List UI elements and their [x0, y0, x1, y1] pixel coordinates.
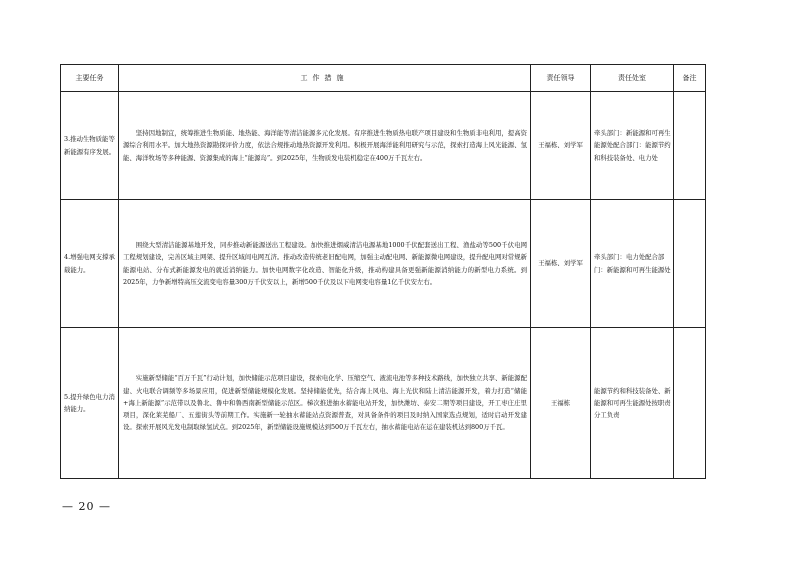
measure-cell — [119, 200, 531, 328]
measure-text: 实施新型储能“百万千瓦”行动计划，加快储能示范项目建设，探索电化学、压缩空气、液流电池等多种技术路线，加快独立共享、新能源配建、火电联合调频等多场景应用，促进新型储能规模化发展。坚持储能优先，结合海上风电、海上光伏和陆上清洁能源开发，着力打造“储能+海上新能源”示范带以及鲁北、鲁中和鲁西南新型储能示范区。梯次推进抽水蓄能电站开发，加快潍坊、泰安二期等项目建设，开工枣庄庄里项目，深化莱芜船厂、五莲街头等前期工作。实施新一轮抽水蓄能站点资源普查，对具备条件的项目及时纳入国家选点规划，适时启动开发建设。探索开展风光发电制取绿氢试点。到2025年，新型储能设施规模达到500万千瓦左右，抽水蓄能电站在运在建装机达到800万千瓦。 — [123, 374, 527, 432]
leader-cell: 王福栋 — [531, 328, 591, 479]
note-cell — [674, 328, 706, 479]
task-cell: 4.增强电网支撑承载能力。 — [61, 200, 119, 328]
leader-cell: 王福栋、刘学军 — [531, 92, 591, 200]
table-row — [61, 92, 706, 200]
col-note: 备注 — [674, 65, 706, 92]
leader-cell: 王福栋、刘学军 — [531, 200, 591, 328]
task-cell: 5.提升绿色电力消纳能力。 — [61, 328, 119, 479]
office-cell: 牵头部门：新能源和可再生能源处配合部门：能源节约和科技装备处、电力处 — [591, 92, 674, 200]
task-cell: 3.推动生物质能等新能源有序发展。 — [61, 92, 119, 200]
task-table — [60, 64, 706, 479]
table-header-row — [61, 65, 706, 92]
measure-cell — [119, 328, 531, 479]
measure-cell — [119, 92, 531, 200]
measure-text: 坚持因地制宜，统筹推进生物质能、地热能、海洋能等清洁能源多元化发展。有序推进生物质热电联产项目建设和生物质非电利用，提高资源综合利用水平。加大地热资源勘探评价力度，依法合规推动地热资源开发利用。积极开展海洋能利用研究与示范，探索打造海上风光能源、氢能、海洋牧场等多种能源、资源集成的海上“能源岛”。到2025年，生物质发电装机稳定在400万千瓦左右。 — [123, 129, 527, 162]
col-leader: 责任领导 — [531, 65, 591, 92]
col-task: 主要任务 — [61, 65, 119, 92]
note-cell — [674, 92, 706, 200]
measure-text: 围绕大型清洁能源基地开发，同步推动新能源送出工程建设。加快推进烟威清洁电源基地1000千伏配套送出工程、渔盐动等500千伏电网工程规划建设，完善区域主网架、提升区域间电网互济。推动改造传统老旧配电网，加强主动配电网、新能源微电网建设，提升配电网对常规新能源电站、分布式新能源发电的就近消纳能力。加快电网数字化改造、智能化升级，推动构建具备更强新能源消纳能力的新型电力系统。到2025年，力争新增特高压交流变电容量300万千伏安以上，新增500千伏及以下电网变电容量1亿千伏安左右。 — [123, 241, 527, 286]
table-row — [61, 328, 706, 479]
office-cell: 能源节约和科技装备处、新能源和可再生能源处按职责分工负责 — [591, 328, 674, 479]
table-row — [61, 200, 706, 328]
col-office: 责任处室 — [591, 65, 674, 92]
page-number: — 20 — — [62, 500, 111, 513]
note-cell — [674, 200, 706, 328]
col-measures: 工作措施 — [119, 65, 531, 92]
office-cell: 牵头部门：电力处配合部门：新能源和可再生能源处 — [591, 200, 674, 328]
